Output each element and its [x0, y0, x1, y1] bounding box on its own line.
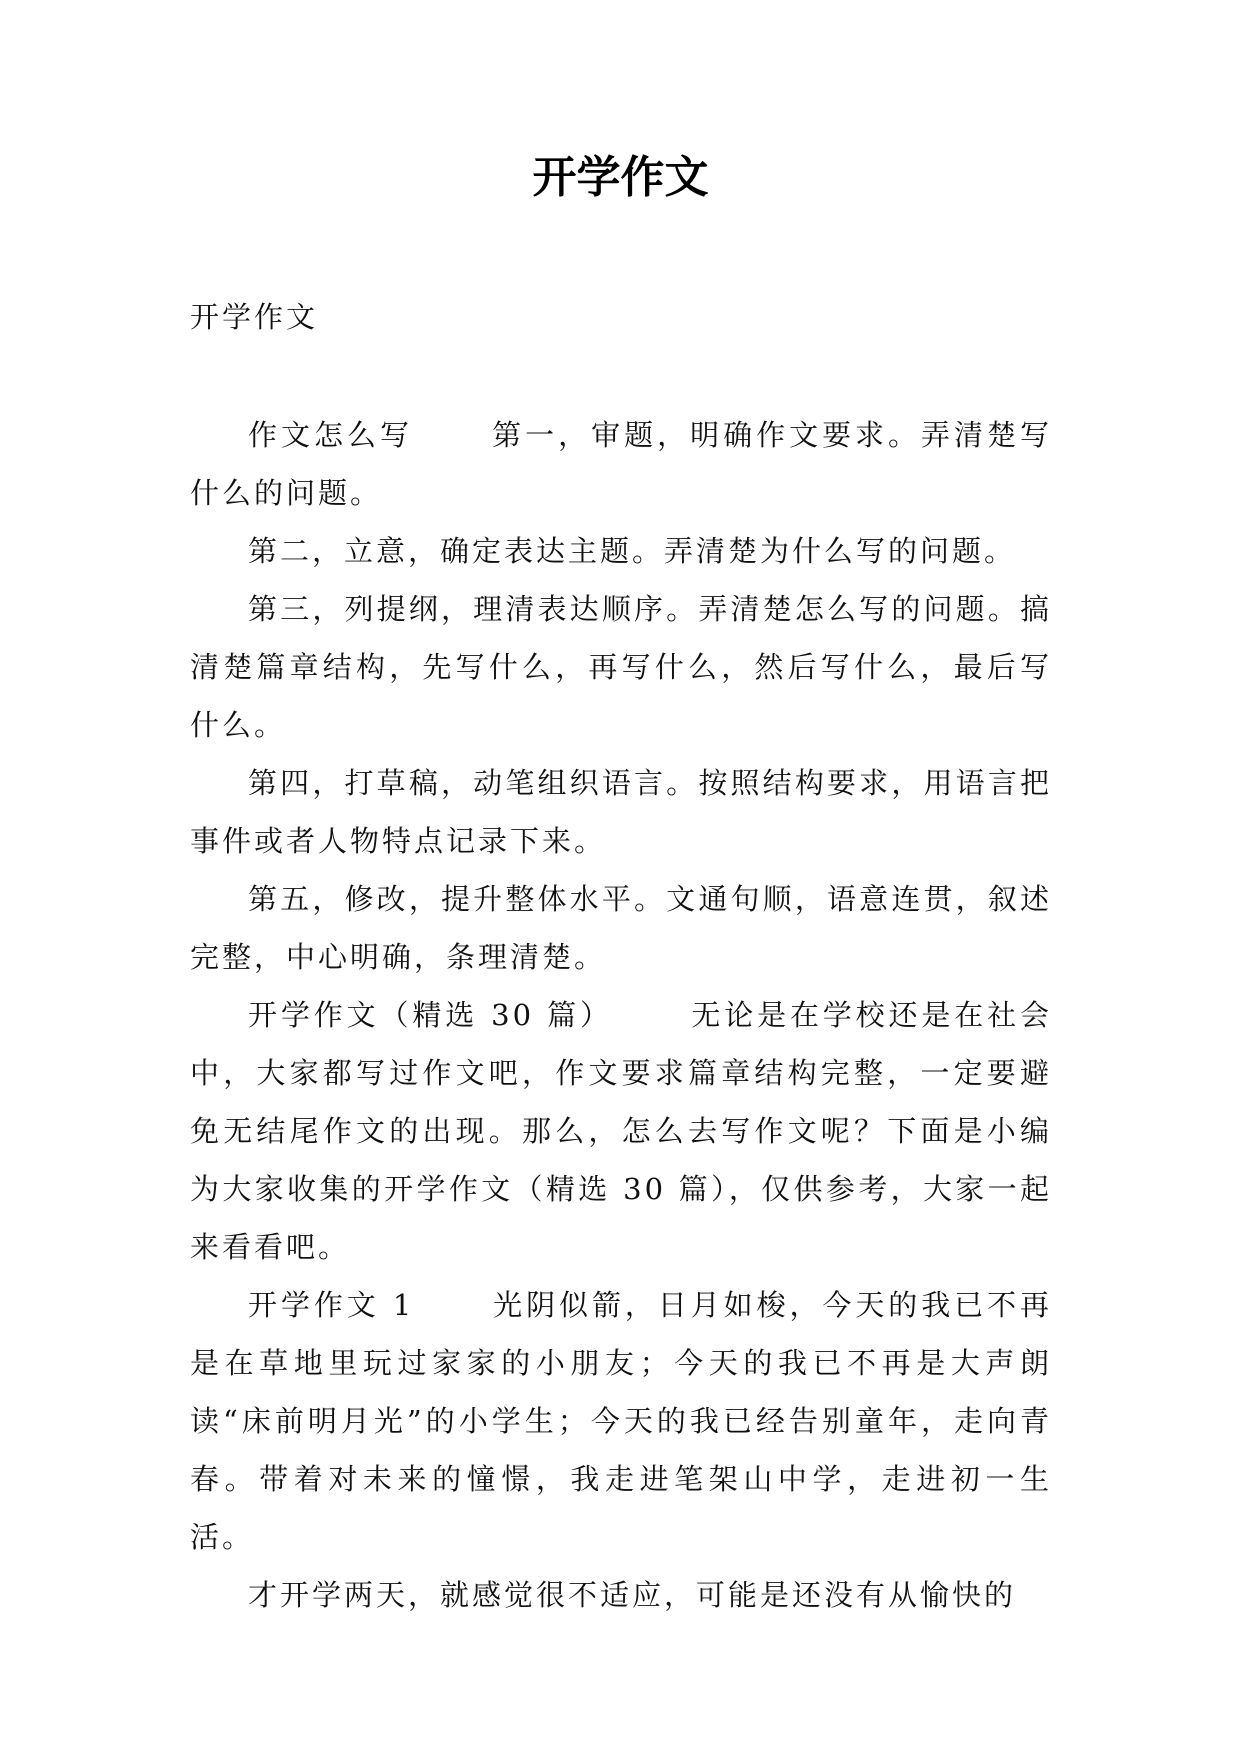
paragraph-1: 作文怎么写 第一，审题，明确作文要求。弄清楚写什么的问题。 — [190, 418, 1052, 510]
paragraph-5: 第五，修改，提升整体水平。文通句顺，语意连贯，叙述完整，中心明确，条理清楚。 — [190, 882, 1052, 974]
paragraph-4: 第四，打草稿，动笔组织语言。按照结构要求，用语言把事件或者人物特点记录下来。 — [190, 766, 1052, 858]
paragraph-3: 第三，列提纲，理清表达顺序。弄清楚怎么写的问题。搞清楚篇章结构，先写什么，再写什么，然后写什么，最后写什么。 — [190, 592, 1052, 742]
document-subtitle: 开学作文 — [190, 300, 319, 334]
paragraph-6: 开学作文（精选 30 篇） 无论是在学校还是在社会中，大家都写过作文吧，作文要求篇章结构完整，一定要避免无结尾作文的出现。那么，怎么去写作文呢？下面是小编为大家收集的开学作文（精选 30 篇），仅供参考，大家一起来看看吧。 — [190, 998, 1052, 1264]
paragraph-2: 第二，立意，确定表达主题。弄清楚为什么写的问题。 — [248, 534, 1017, 568]
paragraph-8: 才开学两天，就感觉很不适应，可能是还没有从愉快的 — [248, 1578, 1017, 1612]
document-body — [190, 406, 1052, 1624]
paragraph-7: 开学作文 1 光阴似箭，日月如梭，今天的我已不再是在草地里玩过家家的小朋友；今天的我已不再是大声朗读“床前明月光”的小学生；今天的我已经告别童年，走向青春。带着对未来的憧憬，我走进笔架山中学，走进初一生活。 — [190, 1288, 1052, 1554]
document-title: 开学作文 — [532, 152, 709, 203]
